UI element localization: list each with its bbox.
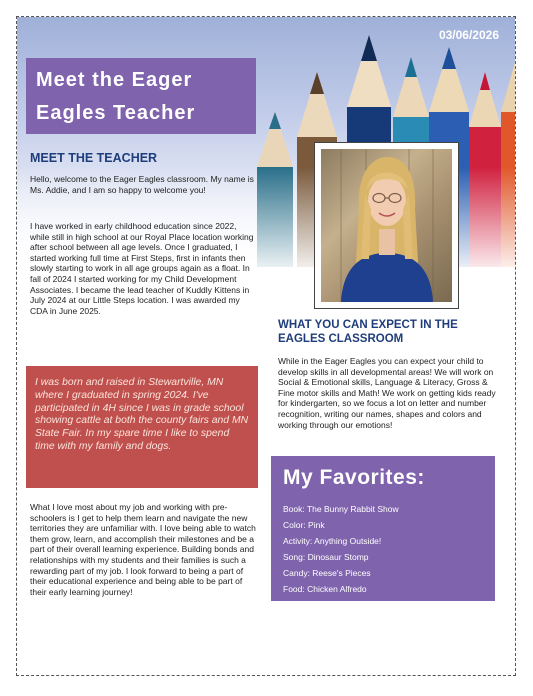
title-banner — [26, 58, 256, 134]
expect-heading: WHAT YOU CAN EXPECT IN THE EAGLES CLASSROOM — [278, 319, 458, 345]
favorite-book: Book: The Bunny Rabbit Show — [283, 504, 399, 514]
teacher-photo — [321, 149, 452, 302]
favorite-activity: Activity: Anything Outside! — [283, 536, 382, 546]
newsletter-date: 03/06/2026 — [438, 28, 499, 42]
favorites-box — [271, 456, 495, 601]
title-line-1: Meet the Eager — [36, 69, 193, 91]
expect-paragraph: While in the Eager Eagles you can expect your child to develop skills in all developmental areas! We will work on Social & Emotional skills, Language & Literacy, Gross & Fine motor skills and Math! We work on getting kids ready for kindergarten, so we focus a lot on letter and number recognition, writing our names, shapes and colors and working through our emotions! — [278, 356, 496, 430]
quote-text: I was born and raised in Stewartville, MN where I graduated in spring 2024. I've participated in 4H since I was in grade school showing cattle at both the county fairs and MN State Fair. In my spare time I like to spend time with my family and dogs. — [35, 377, 249, 452]
quote-box — [26, 366, 258, 488]
love-paragraph: What I love most about my job and working with pre-schoolers is I get to help them learn and navigate the new territories they are unfamiliar with. I love being able to watch them grow, learn, and accomplish their milestones and be a part of their overall learning experience. Building bonds and relationships with my students and their families is such a rewarding part of my job. I look forward to being a part of their educational experience and being able to be part of their early learning journey! — [30, 502, 256, 597]
bio-paragraph: I have worked in early childhood education since 2022, while still in high school at our Royal Place location working after school between all age levels. Once I graduated, I started working full time at First Steps, first in infants then slowly starting to work in all age groups again as a float. In fall of 2024 I started working for my Child Development Associates. I became the lead teacher of Kuddly Kittens in July 2024 at our Little Steps location. I was awarded my CDA in June 2025. — [30, 221, 254, 316]
favorite-candy: Candy: Reese's Pieces — [283, 568, 371, 578]
favorites-heading: My Favorites: — [283, 466, 425, 489]
teacher-photo-frame — [314, 142, 459, 309]
meet-teacher-heading: MEET THE TEACHER — [30, 151, 158, 165]
favorite-song: Song: Dinosaur Stomp — [283, 552, 369, 562]
intro-paragraph: Hello, welcome to the Eager Eagles classroom. My name is Ms. Addie, and I am so happy to welcome you! — [30, 174, 254, 195]
favorite-food: Food: Chicken Alfredo — [283, 584, 367, 594]
favorites-list — [283, 501, 399, 597]
favorite-color: Color: Pink — [283, 520, 325, 530]
title-line-2: Eagles Teacher — [36, 102, 196, 124]
